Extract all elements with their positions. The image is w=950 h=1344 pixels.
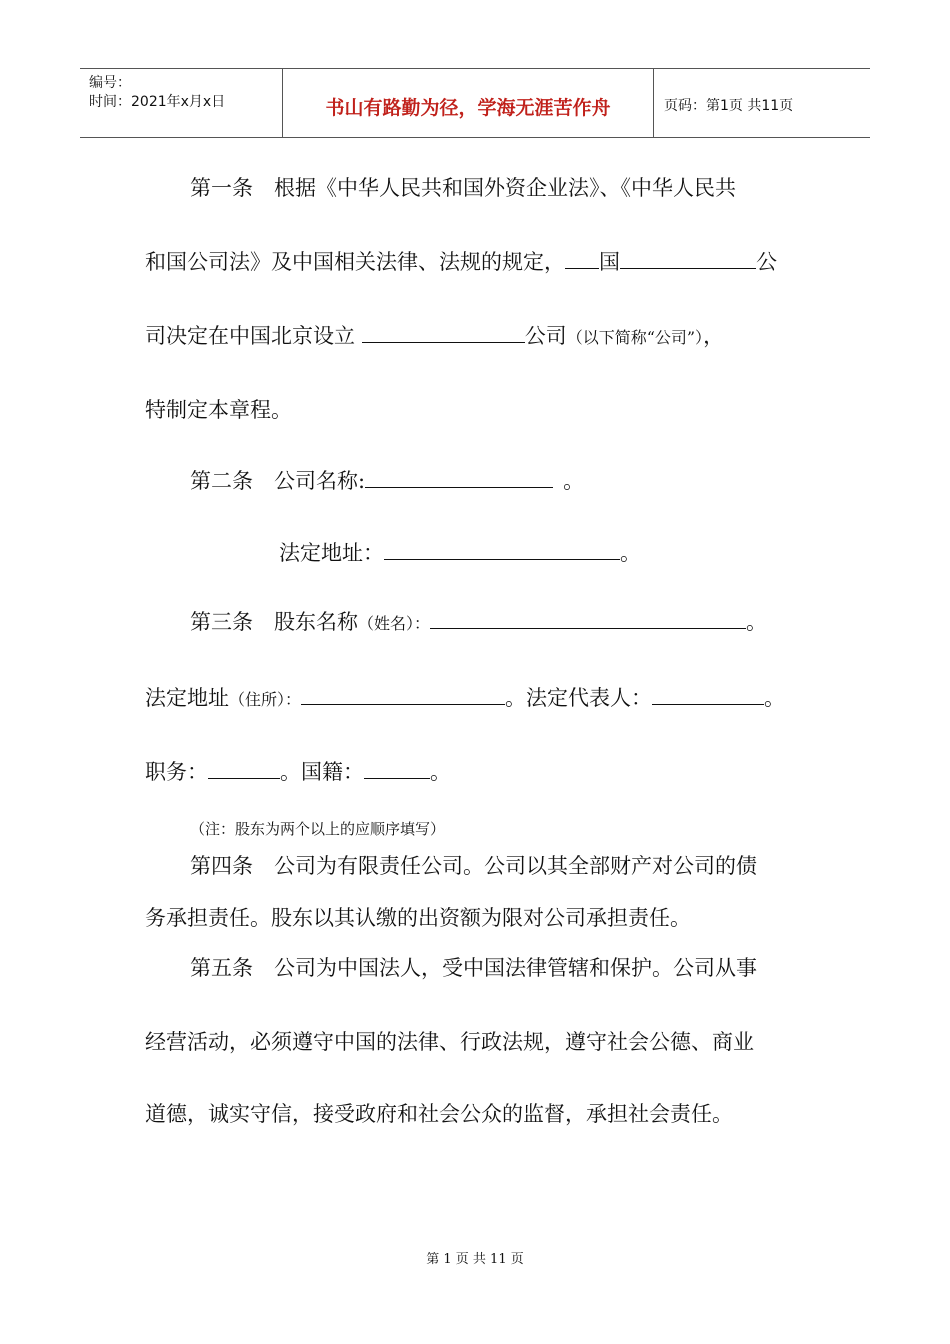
company-name-blank[interactable] — [362, 322, 525, 343]
nationality-label: 。国籍： — [280, 760, 364, 784]
article-1-line-4: 特制定本章程。 — [145, 398, 292, 422]
article-3-line-3 — [145, 756, 451, 786]
header-page-cell — [654, 69, 870, 137]
country-blank[interactable] — [565, 248, 599, 269]
shareholder-address-label: 法定地址 — [145, 686, 229, 710]
shareholder-name-note: （姓名）： — [358, 614, 431, 633]
article-1-text: 和国公司法》及中国相关法律、法规的规定， — [145, 250, 565, 274]
nationality-field[interactable] — [364, 758, 430, 779]
legal-representative-field[interactable] — [652, 684, 764, 705]
number-label: 编号： — [89, 75, 131, 91]
article-2-line-1 — [190, 465, 584, 495]
legal-address-field[interactable] — [384, 539, 620, 560]
article-4-line-2: 务承担责任。股东以其认缴的出资额为限对公司承担责任。 — [145, 906, 691, 930]
header-meta-cell — [80, 69, 283, 137]
period: 。 — [746, 610, 768, 634]
country-suffix: 国 — [599, 250, 620, 274]
investor-company-blank[interactable] — [620, 248, 756, 269]
company-name-field[interactable] — [365, 467, 553, 488]
company-suffix: 公 — [756, 250, 777, 274]
company-word: 公司 — [524, 324, 567, 348]
period: 。 — [430, 760, 451, 784]
comma: ， — [703, 324, 725, 348]
abbreviation-note: （以下简称“公司”） — [566, 328, 704, 347]
period: 。 — [764, 686, 786, 710]
page-label: 页码：第1页 共11页 — [664, 98, 794, 114]
legal-address-label: 法定地址： — [279, 541, 384, 565]
legal-representative-label: 。法定代表人： — [505, 686, 653, 710]
header-motto-cell — [283, 69, 654, 137]
article-5-line-1: 第五条 公司为中国法人，受中国法律管辖和保护。公司从事 — [190, 956, 757, 980]
article-4-line-1: 第四条 公司为有限责任公司。公司以其全部财产对公司的债 — [190, 854, 757, 878]
shareholder-name-field[interactable] — [430, 608, 746, 629]
page-header — [80, 68, 870, 138]
article-1-line-1: 第一条 根据《中华人民共和国外资企业法》、《中华人民共 — [190, 176, 736, 200]
page-footer: 第 1 页 共 11 页 — [426, 1252, 524, 1267]
period: 。 — [563, 469, 585, 493]
shareholder-note: （注：股东为两个以上的应顺序填写） — [190, 820, 446, 838]
residence-note: （住所）： — [229, 690, 302, 709]
shareholder-name-label: 第三条 股东名称 — [190, 610, 358, 634]
article-1-line-3 — [145, 320, 724, 350]
company-name-label: 第二条 公司名称: — [190, 469, 366, 493]
shareholder-address-field[interactable] — [301, 684, 505, 705]
motto: 书山有路勤为径，学海无涯苦作舟 — [325, 97, 611, 119]
article-3-line-2 — [145, 682, 785, 712]
article-2-line-2 — [279, 537, 641, 567]
article-5-line-2: 经营活动，必须遵守中国的法律、行政法规，遵守社会公德、商业 — [145, 1030, 754, 1054]
article-1-line-2 — [145, 246, 777, 276]
period: 。 — [620, 541, 641, 565]
article-5-line-3: 道德，诚实守信，接受政府和社会公众的监督，承担社会责任。 — [145, 1102, 733, 1126]
position-label: 职务： — [145, 760, 208, 784]
establish-text: 司决定在中国北京设立 — [145, 324, 362, 348]
position-field[interactable] — [208, 758, 280, 779]
time-label: 时间：2021年x月x日 — [89, 94, 226, 110]
article-3-line-1 — [190, 606, 767, 636]
